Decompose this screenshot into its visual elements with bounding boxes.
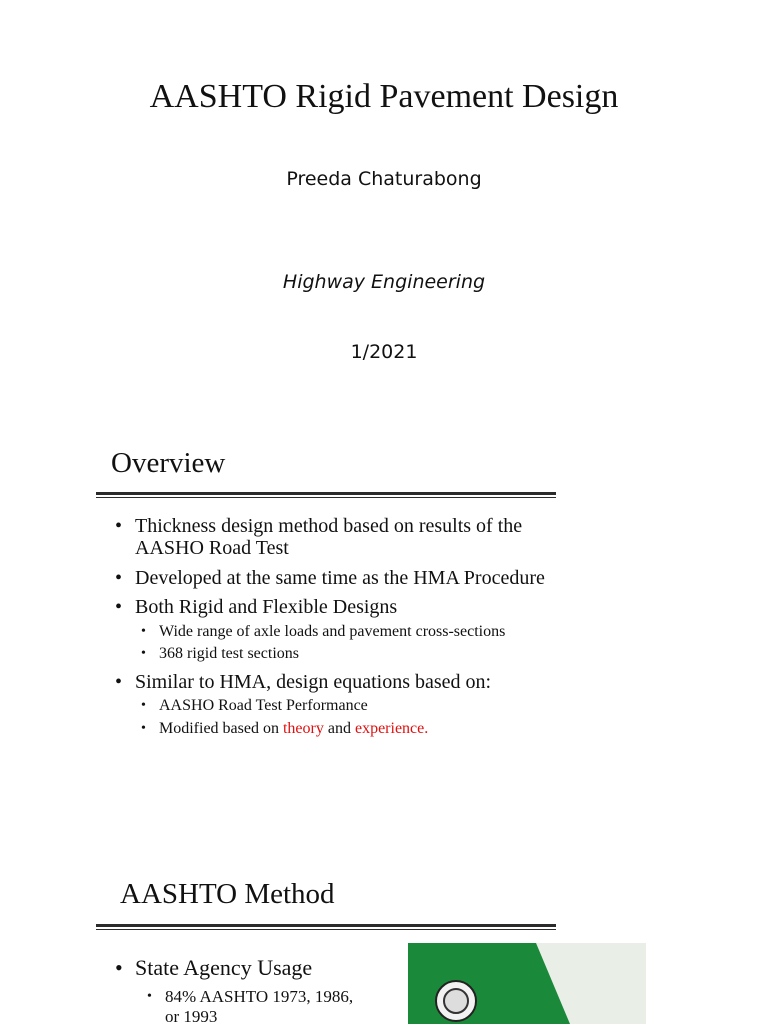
- bullet-icon: •: [115, 596, 123, 618]
- highlight-theory: theory: [282, 720, 324, 737]
- list-item: • Thickness design method based on results of the AASHO Road Test: [115, 515, 523, 559]
- author-name: Preeda Chaturabong: [286, 168, 482, 190]
- sub-list-item: • 84% AASHTO 1973, 1986, or 1993: [147, 987, 354, 1026]
- bullet-icon: •: [115, 515, 123, 537]
- aashto-guide-cover-image: [408, 943, 646, 1024]
- title-slide: [0, 0, 768, 420]
- bullet-icon: •: [141, 698, 146, 713]
- bullet-icon: •: [141, 646, 146, 661]
- aashto-method-slide: [0, 820, 768, 1024]
- bullet-icon: •: [115, 567, 123, 589]
- bullet-icon: •: [141, 721, 146, 736]
- aashto-method-title: AASHTO Method: [120, 878, 335, 910]
- course-name: Highway Engineering: [282, 271, 486, 293]
- bullet-icon: •: [147, 989, 152, 1004]
- title-underline: [96, 924, 556, 930]
- sub-list-item: • AASHO Road Test Performance: [141, 697, 368, 714]
- title-underline: [96, 492, 556, 498]
- overview-title: Overview: [111, 447, 226, 479]
- list-item: • Similar to HMA, design equations based on:: [115, 671, 492, 693]
- overview-slide: [0, 420, 768, 820]
- bullet-icon: •: [141, 624, 146, 639]
- list-item: • Both Rigid and Flexible Designs: [115, 596, 398, 618]
- list-item: • Developed at the same time as the HMA Procedure: [115, 567, 545, 589]
- bullet-icon: •: [115, 955, 123, 980]
- sub-list-item: • Wide range of axle loads and pavement cross-sections: [141, 623, 506, 640]
- aashto-seal-icon: [435, 980, 477, 1022]
- list-item: • State Agency Usage: [115, 955, 313, 980]
- presentation-date: 1/2021: [350, 341, 418, 363]
- bullet-icon: •: [115, 671, 123, 693]
- presentation-title: AASHTO Rigid Pavement Design: [149, 78, 619, 115]
- highlight-experience: experience.: [354, 720, 429, 737]
- sub-list-item: • Modified based on theory and experience.: [141, 720, 429, 737]
- sub-list-item: • 368 rigid test sections: [141, 645, 299, 662]
